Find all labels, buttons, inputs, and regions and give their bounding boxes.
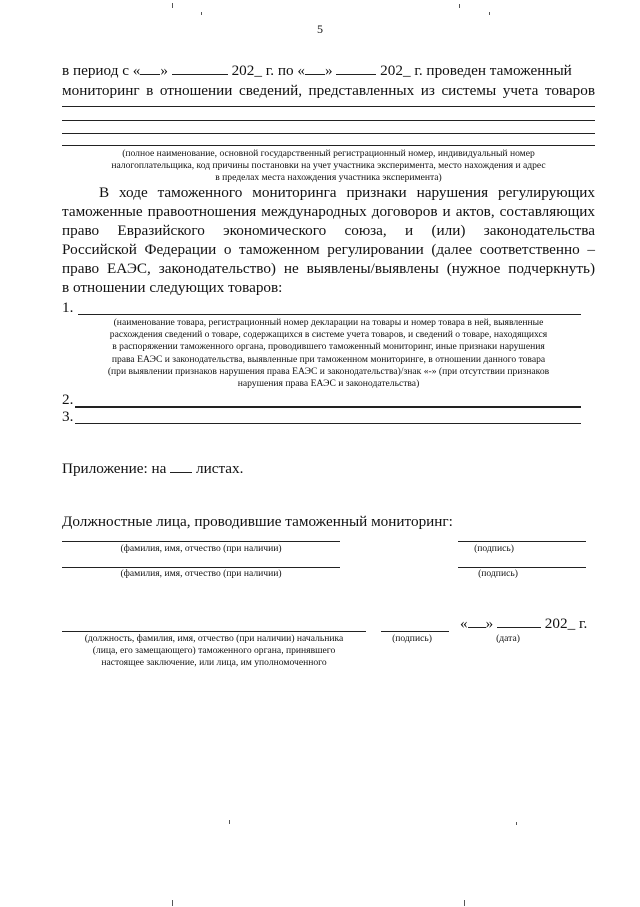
- goods-note-line: права ЕАЭС и законодательства, выявленные при таможенном мониторинге, в отношении данного товара: [111, 353, 546, 365]
- item-number-2: 2.: [62, 391, 74, 408]
- goods-note-line: в распоряжении таможенного органа, проводившего таможенный мониторинг, иные признаки нарушения: [112, 341, 545, 353]
- goods-note-line: (при выявлении признаков нарушения права ЕАЭС и законодательства)/знак «-» (при отсутствии признаков: [107, 365, 550, 377]
- period-suffix: 202_ г. проведен таможенный: [380, 62, 572, 79]
- participant-blank-line-2: [62, 120, 595, 121]
- sheets-count-blank: [170, 460, 192, 473]
- head-fio-label-line: настоящее заключение, или лица, им уполномоченного: [101, 657, 327, 669]
- paragraph-line-2: таможенные правоотношения международных договоров и актов, составляющих: [62, 203, 595, 220]
- word: экономического: [223, 222, 327, 239]
- official-2-fio-label: (фамилия, имя, отчество (при наличии): [120, 568, 282, 579]
- date-label: (дата): [496, 633, 520, 644]
- attachment-suffix: листах.: [196, 460, 244, 477]
- officials-heading: Должностные лица, проводившие таможенный мониторинг:: [62, 513, 453, 530]
- paragraph-line-3: [62, 221, 595, 240]
- official-1-sign-label: (подпись): [474, 543, 514, 554]
- official-1-fio-label: (фамилия, имя, отчество (при наличии): [120, 543, 282, 554]
- date-quote-open: «: [460, 615, 468, 632]
- date-year: 202_ г.: [544, 615, 588, 632]
- participant-blank-line-3: [62, 133, 595, 134]
- attachment-line: [62, 460, 243, 478]
- word: (или): [431, 222, 466, 239]
- attachment-prefix: Приложение: на: [62, 460, 167, 477]
- date-month-blank: [497, 615, 541, 628]
- page-number: 5: [317, 22, 323, 36]
- head-sign-label: (подпись): [392, 633, 432, 644]
- month-blank-1: [172, 62, 228, 75]
- monitoring-line: мониторинг в отношении сведений, представленных из системы учета товаров: [62, 82, 595, 99]
- period-line: [62, 62, 572, 80]
- head-fio-label: [62, 633, 366, 670]
- scan-speck: [229, 820, 230, 824]
- date-quote-close: »: [485, 615, 494, 632]
- scan-speck: [201, 12, 202, 15]
- goods-note-line: (наименование товара, регистрационный номер декларации на товары и номер товара в ней, выявленные: [113, 317, 544, 328]
- scan-speck: [172, 900, 173, 906]
- word: законодательства: [483, 222, 595, 239]
- month-blank-2: [336, 62, 376, 75]
- word: Евразийского: [117, 222, 205, 239]
- item-line-2: [75, 406, 581, 408]
- participant-note-line: (полное наименование, основной государственный регистрационный номер, индивидуальный номер: [122, 148, 535, 159]
- main-paragraph: [62, 183, 595, 297]
- period-year-1: 202_ г. по «: [231, 62, 305, 79]
- paragraph-line-5: право ЕАЭС, законодательство) не выявлены/выявлены (нужное подчеркнуть): [62, 260, 595, 277]
- word: и: [405, 222, 414, 239]
- item-line-1: [78, 314, 581, 315]
- word: союза,: [344, 222, 387, 239]
- paragraph-line-6: в отношении следующих товаров:: [62, 279, 283, 296]
- period-quote-1: »: [160, 62, 168, 79]
- day-blank-2: [305, 62, 325, 75]
- scan-speck: [172, 3, 173, 8]
- period-prefix: в период с «: [62, 62, 141, 79]
- head-fio-label-line: (лица, его замещающего) таможенного органа, принявшего: [92, 645, 336, 657]
- day-blank-1: [140, 62, 160, 75]
- head-fio-label-line: (должность, фамилия, имя, отчество (при наличии) начальника: [84, 633, 344, 644]
- goods-note: [62, 317, 595, 390]
- head-fio-line: [62, 631, 366, 632]
- head-sign-line: [381, 631, 449, 632]
- official-1-fio-line: [62, 541, 340, 542]
- paragraph-line-1: В ходе таможенного мониторинга признаки нарушения регулирующих: [99, 184, 595, 201]
- official-2-sign-label: (подпись): [478, 568, 518, 579]
- participant-note-line: в пределах места нахождения участника эксперимента): [215, 172, 442, 184]
- goods-note-line: нарушения права ЕАЭС и законодательства): [237, 378, 420, 390]
- date-day-blank: [468, 615, 486, 628]
- period-quote-2: »: [324, 62, 333, 79]
- participant-blank-line-4: [62, 145, 595, 146]
- scan-speck: [489, 12, 490, 15]
- paragraph-line-4: Российской Федерации о таможенном регулировании (далее соответственно –: [62, 241, 595, 258]
- scan-speck: [516, 822, 517, 825]
- participant-blank-line-1: [62, 106, 595, 107]
- participant-note: [62, 148, 595, 185]
- participant-note-line: налогоплательщика, код причины постановки на учет участника эксперимента, место нахождения и адрес: [111, 160, 546, 172]
- item-line-3: [75, 423, 581, 424]
- item-number-1: 1.: [62, 299, 74, 316]
- word: право: [62, 222, 100, 239]
- official-1-sign-line: [458, 541, 586, 542]
- scan-speck: [464, 900, 465, 906]
- item-number-3: 3.: [62, 408, 74, 425]
- scan-speck: [459, 4, 460, 8]
- goods-note-line: расхождения сведений о товаре, содержащихся в системе учета товаров, и сведений о товаре, находящихся: [109, 329, 548, 341]
- date-line: [460, 615, 587, 633]
